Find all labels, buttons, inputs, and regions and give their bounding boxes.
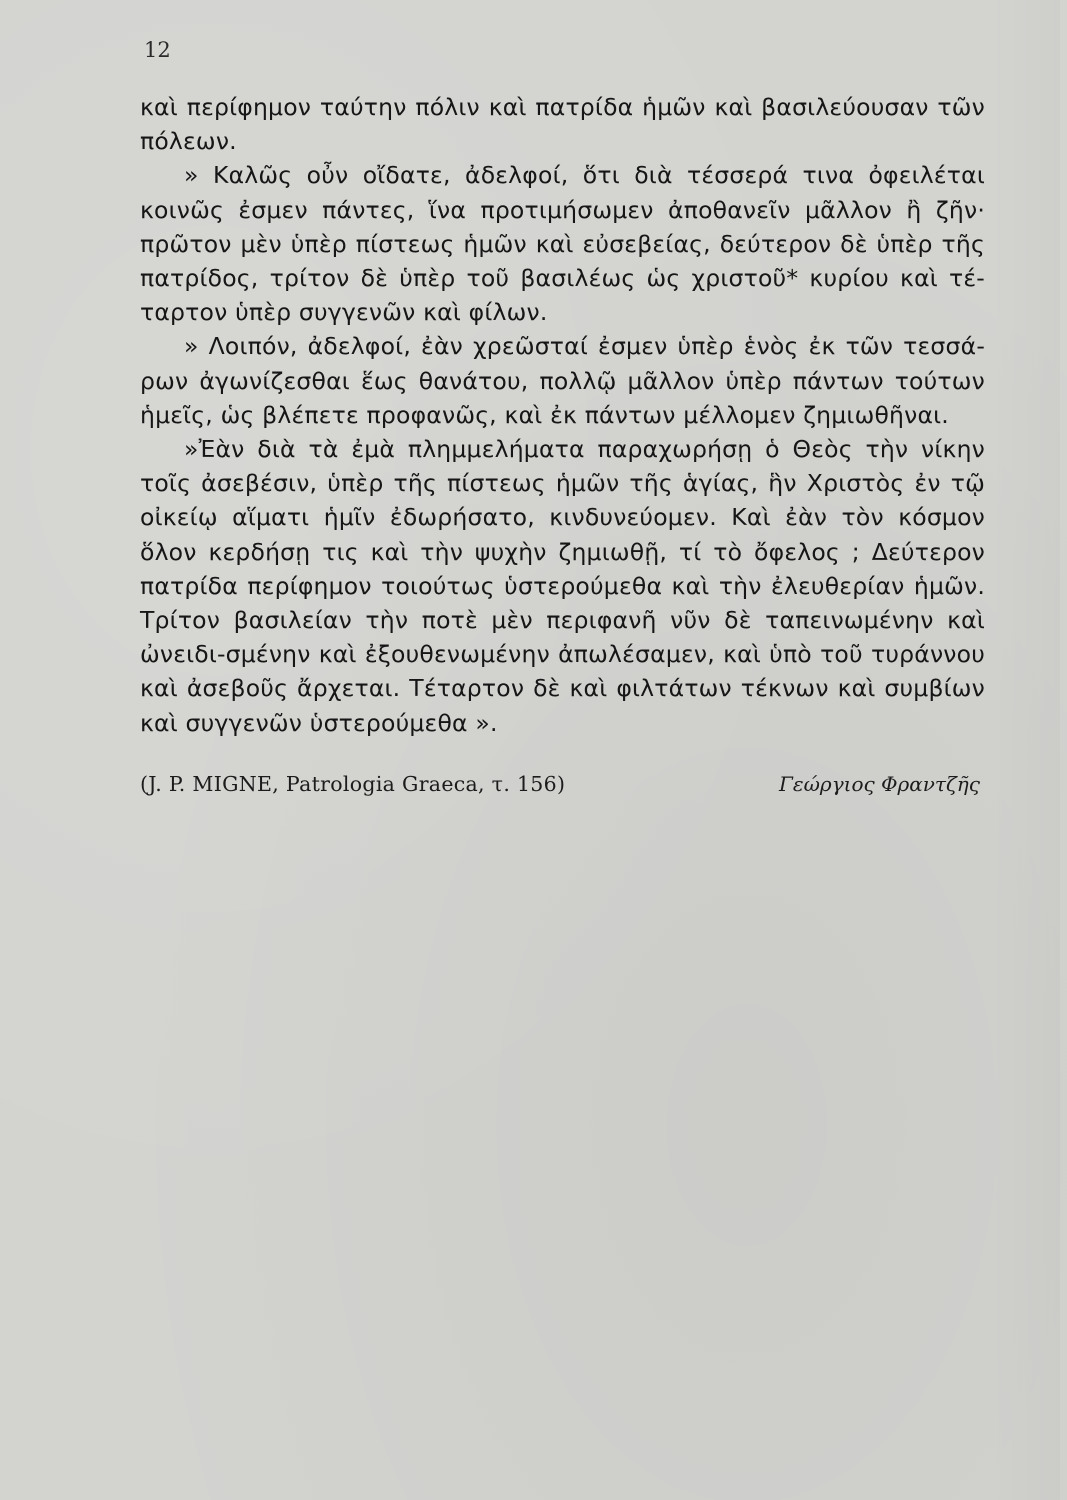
source-line xyxy=(140,772,980,796)
paragraph-continuation: καὶ περίφημον ταύτην πόλιν καὶ πατρίδα ἡμῶν καὶ βασιλεύουσαν τῶν πόλεων. xyxy=(140,93,985,156)
paragraph-fight-unto-death: » Λοιπόν, ἀδελφοί, ἐὰν χρεῶσταί ἐσμεν ὑπὲρ ἑνὸς ἐκ τῶν τεσσά-ρων ἀγωνίζεσθαι ἕως θανάτου, πολλῷ μᾶλλον ὑπὲρ πάντων τούτων ἡμεῖς, ὡς βλέπετε προφανῶς, καὶ ἐκ πάντων μέλλομεν ζημιωθῆναι. xyxy=(140,332,985,429)
paragraph-losses: »Ἐὰν διὰ τὰ ἐμὰ πλημμελήματα παραχωρήσῃ ὁ Θεὸς τὴν νίκην τοῖς ἀσεβέσιν, ὑπὲρ τῆς πίστεως ἡμῶν τῆς ἁγίας, ἣν Χριστὸς ἐν τῷ οἰκείῳ αἵματι ἡμῖν ἐδωρήσατο, κινδυνεύομεν. Καὶ ἐὰν τὸν κόσμον ὅλον κερδήσῃ τις καὶ τὴν ψυχὴν ζημιωθῇ, τί τὸ ὄφελος ; Δεύτερον πατρίδα περίφημον τοιούτως ὑστερούμεθα καὶ τὴν ἐλευθερίαν ἡμῶν. Τρίτον βασιλείαν τὴν ποτὲ μὲν περιφανῆ νῦν δὲ ταπεινωμένην καὶ ὠνειδι-σμένην καὶ ἐξουθενωμένην ἀπωλέσαμεν, καὶ ὑπὸ τοῦ τυράννου καὶ ἀσεβοῦς ἄρχεται. Τέταρτον δὲ καὶ φιλτάτων τέκνων καὶ συμβίων καὶ συγγενῶν ὑστερούμεθα ». xyxy=(140,435,985,737)
page-number: 12 xyxy=(144,38,171,62)
author-name: Γεώργιος Φραντζῆς xyxy=(779,772,980,796)
page-shadow xyxy=(990,0,1060,1500)
citation: (J. P. MIGNE, Patrologia Graeca, τ. 156) xyxy=(140,772,566,796)
paragraph-four-duties: » Καλῶς οὖν οἴδατε, ἀδελφοί, ὅτι διὰ τέσσερά τινα ὀφειλέται κοινῶς ἐσμεν πάντες, ἵνα προτιμήσωμεν ἀποθανεῖν μᾶλλον ἢ ζῆν· πρῶτον μὲν ὑπὲρ πίστεως ἡμῶν καὶ εὐσεβείας, δεύτερον δὲ ὑπὲρ τῆς πατρίδος, τρίτον δὲ ὑπὲρ τοῦ βασιλέως ὡς χριστοῦ* κυρίου καὶ τέ-ταρτον ὑπὲρ συγγενῶν καὶ φίλων. xyxy=(140,161,985,327)
body-text xyxy=(140,90,985,740)
